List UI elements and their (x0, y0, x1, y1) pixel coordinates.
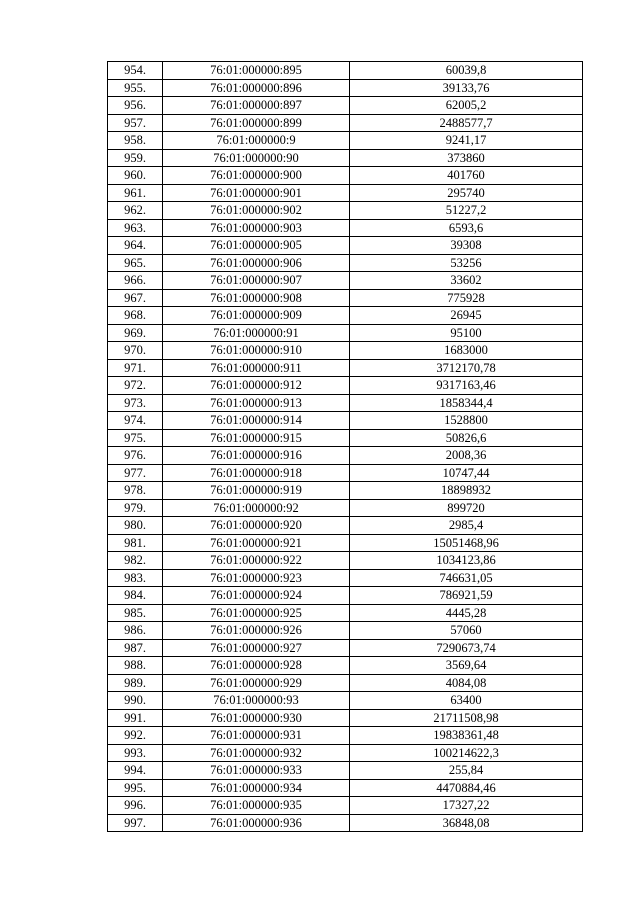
cadastral-value-cell: 57060 (350, 622, 583, 640)
row-number-cell: 981. (108, 534, 163, 552)
cadastral-value-cell: 53256 (350, 254, 583, 272)
cadastral-value-cell: 786921,59 (350, 587, 583, 605)
table-row (108, 79, 583, 97)
row-number-cell: 973. (108, 394, 163, 412)
row-number-cell: 959. (108, 149, 163, 167)
table-row (108, 394, 583, 412)
table-row (108, 482, 583, 500)
table-row (108, 219, 583, 237)
row-number-cell: 989. (108, 674, 163, 692)
cadastral-value-cell: 50826,6 (350, 429, 583, 447)
cadastral-number-cell: 76:01:000000:908 (163, 289, 350, 307)
cadastral-number-cell: 76:01:000000:912 (163, 377, 350, 395)
cadastral-number-cell: 76:01:000000:907 (163, 272, 350, 290)
cadastral-value-cell: 39308 (350, 237, 583, 255)
row-number-cell: 967. (108, 289, 163, 307)
cadastral-number-cell: 76:01:000000:919 (163, 482, 350, 500)
row-number-cell: 993. (108, 744, 163, 762)
table-row (108, 499, 583, 517)
row-number-cell: 992. (108, 727, 163, 745)
table-row (108, 272, 583, 290)
row-number-cell: 983. (108, 569, 163, 587)
cadastral-number-cell: 76:01:000000:928 (163, 657, 350, 675)
cadastral-value-cell: 17327,22 (350, 797, 583, 815)
cadastral-number-cell: 76:01:000000:899 (163, 114, 350, 132)
cadastral-value-cell: 1683000 (350, 342, 583, 360)
cadastral-number-cell: 76:01:000000:936 (163, 814, 350, 832)
cadastral-value-cell: 3712170,78 (350, 359, 583, 377)
row-number-cell: 991. (108, 709, 163, 727)
cadastral-number-cell: 76:01:000000:921 (163, 534, 350, 552)
cadastral-value-cell: 100214622,3 (350, 744, 583, 762)
cadastral-number-cell: 76:01:000000:929 (163, 674, 350, 692)
row-number-cell: 955. (108, 79, 163, 97)
table-row (108, 604, 583, 622)
table-row (108, 167, 583, 185)
cadastral-number-cell: 76:01:000000:922 (163, 552, 350, 570)
cadastral-number-cell: 76:01:000000:9 (163, 132, 350, 150)
row-number-cell: 974. (108, 412, 163, 430)
cadastral-number-cell: 76:01:000000:927 (163, 639, 350, 657)
row-number-cell: 956. (108, 97, 163, 115)
cadastral-value-cell: 62005,2 (350, 97, 583, 115)
cadastral-number-cell: 76:01:000000:935 (163, 797, 350, 815)
cadastral-number-cell: 76:01:000000:920 (163, 517, 350, 535)
row-number-cell: 957. (108, 114, 163, 132)
cadastral-value-cell: 746631,05 (350, 569, 583, 587)
cadastral-value-cell: 26945 (350, 307, 583, 325)
row-number-cell: 966. (108, 272, 163, 290)
table-row (108, 307, 583, 325)
row-number-cell: 984. (108, 587, 163, 605)
table-row (108, 132, 583, 150)
table-row (108, 674, 583, 692)
cadastral-value-cell: 2985,4 (350, 517, 583, 535)
row-number-cell: 961. (108, 184, 163, 202)
cadastral-number-cell: 76:01:000000:909 (163, 307, 350, 325)
cadastral-value-cell: 21711508,98 (350, 709, 583, 727)
cadastral-value-cell: 2488577,7 (350, 114, 583, 132)
row-number-cell: 987. (108, 639, 163, 657)
cadastral-number-cell: 76:01:000000:895 (163, 62, 350, 80)
cadastral-number-cell: 76:01:000000:900 (163, 167, 350, 185)
table-row (108, 184, 583, 202)
cadastral-number-cell: 76:01:000000:925 (163, 604, 350, 622)
cadastral-value-cell: 10747,44 (350, 464, 583, 482)
table-row (108, 429, 583, 447)
table-body (108, 62, 583, 832)
cadastral-number-cell: 76:01:000000:91 (163, 324, 350, 342)
cadastral-value-cell: 15051468,96 (350, 534, 583, 552)
table-row (108, 324, 583, 342)
cadastral-number-cell: 76:01:000000:897 (163, 97, 350, 115)
table-row (108, 534, 583, 552)
cadastral-value-cell: 18898932 (350, 482, 583, 500)
row-number-cell: 996. (108, 797, 163, 815)
cadastral-number-cell: 76:01:000000:92 (163, 499, 350, 517)
row-number-cell: 978. (108, 482, 163, 500)
table-row (108, 447, 583, 465)
table-row (108, 377, 583, 395)
cadastral-number-cell: 76:01:000000:911 (163, 359, 350, 377)
row-number-cell: 976. (108, 447, 163, 465)
table-row (108, 762, 583, 780)
table-row (108, 779, 583, 797)
table-row (108, 289, 583, 307)
cadastral-number-cell: 76:01:000000:906 (163, 254, 350, 272)
row-number-cell: 980. (108, 517, 163, 535)
row-number-cell: 986. (108, 622, 163, 640)
table-row (108, 342, 583, 360)
row-number-cell: 964. (108, 237, 163, 255)
cadastral-value-cell: 775928 (350, 289, 583, 307)
table-row (108, 114, 583, 132)
row-number-cell: 962. (108, 202, 163, 220)
cadastral-number-cell: 76:01:000000:916 (163, 447, 350, 465)
cadastral-value-cell: 51227,2 (350, 202, 583, 220)
row-number-cell: 997. (108, 814, 163, 832)
cadastral-value-cell: 4470884,46 (350, 779, 583, 797)
cadastral-number-cell: 76:01:000000:923 (163, 569, 350, 587)
cadastral-value-cell: 4084,08 (350, 674, 583, 692)
table-row (108, 359, 583, 377)
cadastral-number-cell: 76:01:000000:934 (163, 779, 350, 797)
table-row (108, 412, 583, 430)
row-number-cell: 960. (108, 167, 163, 185)
row-number-cell: 968. (108, 307, 163, 325)
table-row (108, 254, 583, 272)
table-row (108, 569, 583, 587)
cadastral-value-cell: 2008,36 (350, 447, 583, 465)
cadastral-value-cell: 899720 (350, 499, 583, 517)
cadastral-number-cell: 76:01:000000:901 (163, 184, 350, 202)
cadastral-value-cell: 63400 (350, 692, 583, 710)
cadastral-number-cell: 76:01:000000:926 (163, 622, 350, 640)
cadastral-value-cell: 33602 (350, 272, 583, 290)
cadastral-value-cell: 19838361,48 (350, 727, 583, 745)
table-row (108, 727, 583, 745)
table-row (108, 657, 583, 675)
table-row (108, 97, 583, 115)
row-number-cell: 969. (108, 324, 163, 342)
cadastral-number-cell: 76:01:000000:90 (163, 149, 350, 167)
cadastral-number-cell: 76:01:000000:930 (163, 709, 350, 727)
table-row (108, 552, 583, 570)
table-row (108, 797, 583, 815)
row-number-cell: 977. (108, 464, 163, 482)
table-row (108, 587, 583, 605)
table-row (108, 744, 583, 762)
cadastral-value-cell: 373860 (350, 149, 583, 167)
cadastral-value-cell: 295740 (350, 184, 583, 202)
table-row (108, 464, 583, 482)
row-number-cell: 970. (108, 342, 163, 360)
table-row (108, 149, 583, 167)
table-row (108, 639, 583, 657)
cadastral-number-cell: 76:01:000000:896 (163, 79, 350, 97)
cadastral-value-cell: 1034123,86 (350, 552, 583, 570)
table-row (108, 202, 583, 220)
row-number-cell: 954. (108, 62, 163, 80)
cadastral-number-cell: 76:01:000000:924 (163, 587, 350, 605)
cadastral-number-cell: 76:01:000000:918 (163, 464, 350, 482)
cadastral-number-cell: 76:01:000000:931 (163, 727, 350, 745)
cadastral-value-cell: 255,84 (350, 762, 583, 780)
row-number-cell: 965. (108, 254, 163, 272)
row-number-cell: 995. (108, 779, 163, 797)
row-number-cell: 972. (108, 377, 163, 395)
row-number-cell: 971. (108, 359, 163, 377)
cadastral-value-cell: 60039,8 (350, 62, 583, 80)
cadastral-value-cell: 9317163,46 (350, 377, 583, 395)
cadastral-number-cell: 76:01:000000:910 (163, 342, 350, 360)
cadastral-value-cell: 3569,64 (350, 657, 583, 675)
row-number-cell: 979. (108, 499, 163, 517)
cadastral-value-cell: 9241,17 (350, 132, 583, 150)
row-number-cell: 982. (108, 552, 163, 570)
row-number-cell: 994. (108, 762, 163, 780)
cadastral-value-cell: 1858344,4 (350, 394, 583, 412)
cadastral-number-cell: 76:01:000000:903 (163, 219, 350, 237)
row-number-cell: 985. (108, 604, 163, 622)
cadastral-number-cell: 76:01:000000:93 (163, 692, 350, 710)
cadastral-number-cell: 76:01:000000:905 (163, 237, 350, 255)
cadastral-value-cell: 1528800 (350, 412, 583, 430)
row-number-cell: 988. (108, 657, 163, 675)
cadastral-value-table (107, 61, 583, 832)
cadastral-value-cell: 95100 (350, 324, 583, 342)
cadastral-number-cell: 76:01:000000:913 (163, 394, 350, 412)
cadastral-value-cell: 36848,08 (350, 814, 583, 832)
table-row (108, 622, 583, 640)
cadastral-value-cell: 6593,6 (350, 219, 583, 237)
cadastral-value-cell: 39133,76 (350, 79, 583, 97)
table-row (108, 62, 583, 80)
row-number-cell: 958. (108, 132, 163, 150)
table-row (108, 814, 583, 832)
cadastral-number-cell: 76:01:000000:902 (163, 202, 350, 220)
table-row (108, 709, 583, 727)
row-number-cell: 975. (108, 429, 163, 447)
table-row (108, 692, 583, 710)
table-row (108, 517, 583, 535)
cadastral-number-cell: 76:01:000000:933 (163, 762, 350, 780)
cadastral-number-cell: 76:01:000000:915 (163, 429, 350, 447)
table-row (108, 237, 583, 255)
row-number-cell: 990. (108, 692, 163, 710)
row-number-cell: 963. (108, 219, 163, 237)
cadastral-number-cell: 76:01:000000:914 (163, 412, 350, 430)
cadastral-value-cell: 7290673,74 (350, 639, 583, 657)
cadastral-value-cell: 4445,28 (350, 604, 583, 622)
cadastral-number-cell: 76:01:000000:932 (163, 744, 350, 762)
cadastral-value-cell: 401760 (350, 167, 583, 185)
